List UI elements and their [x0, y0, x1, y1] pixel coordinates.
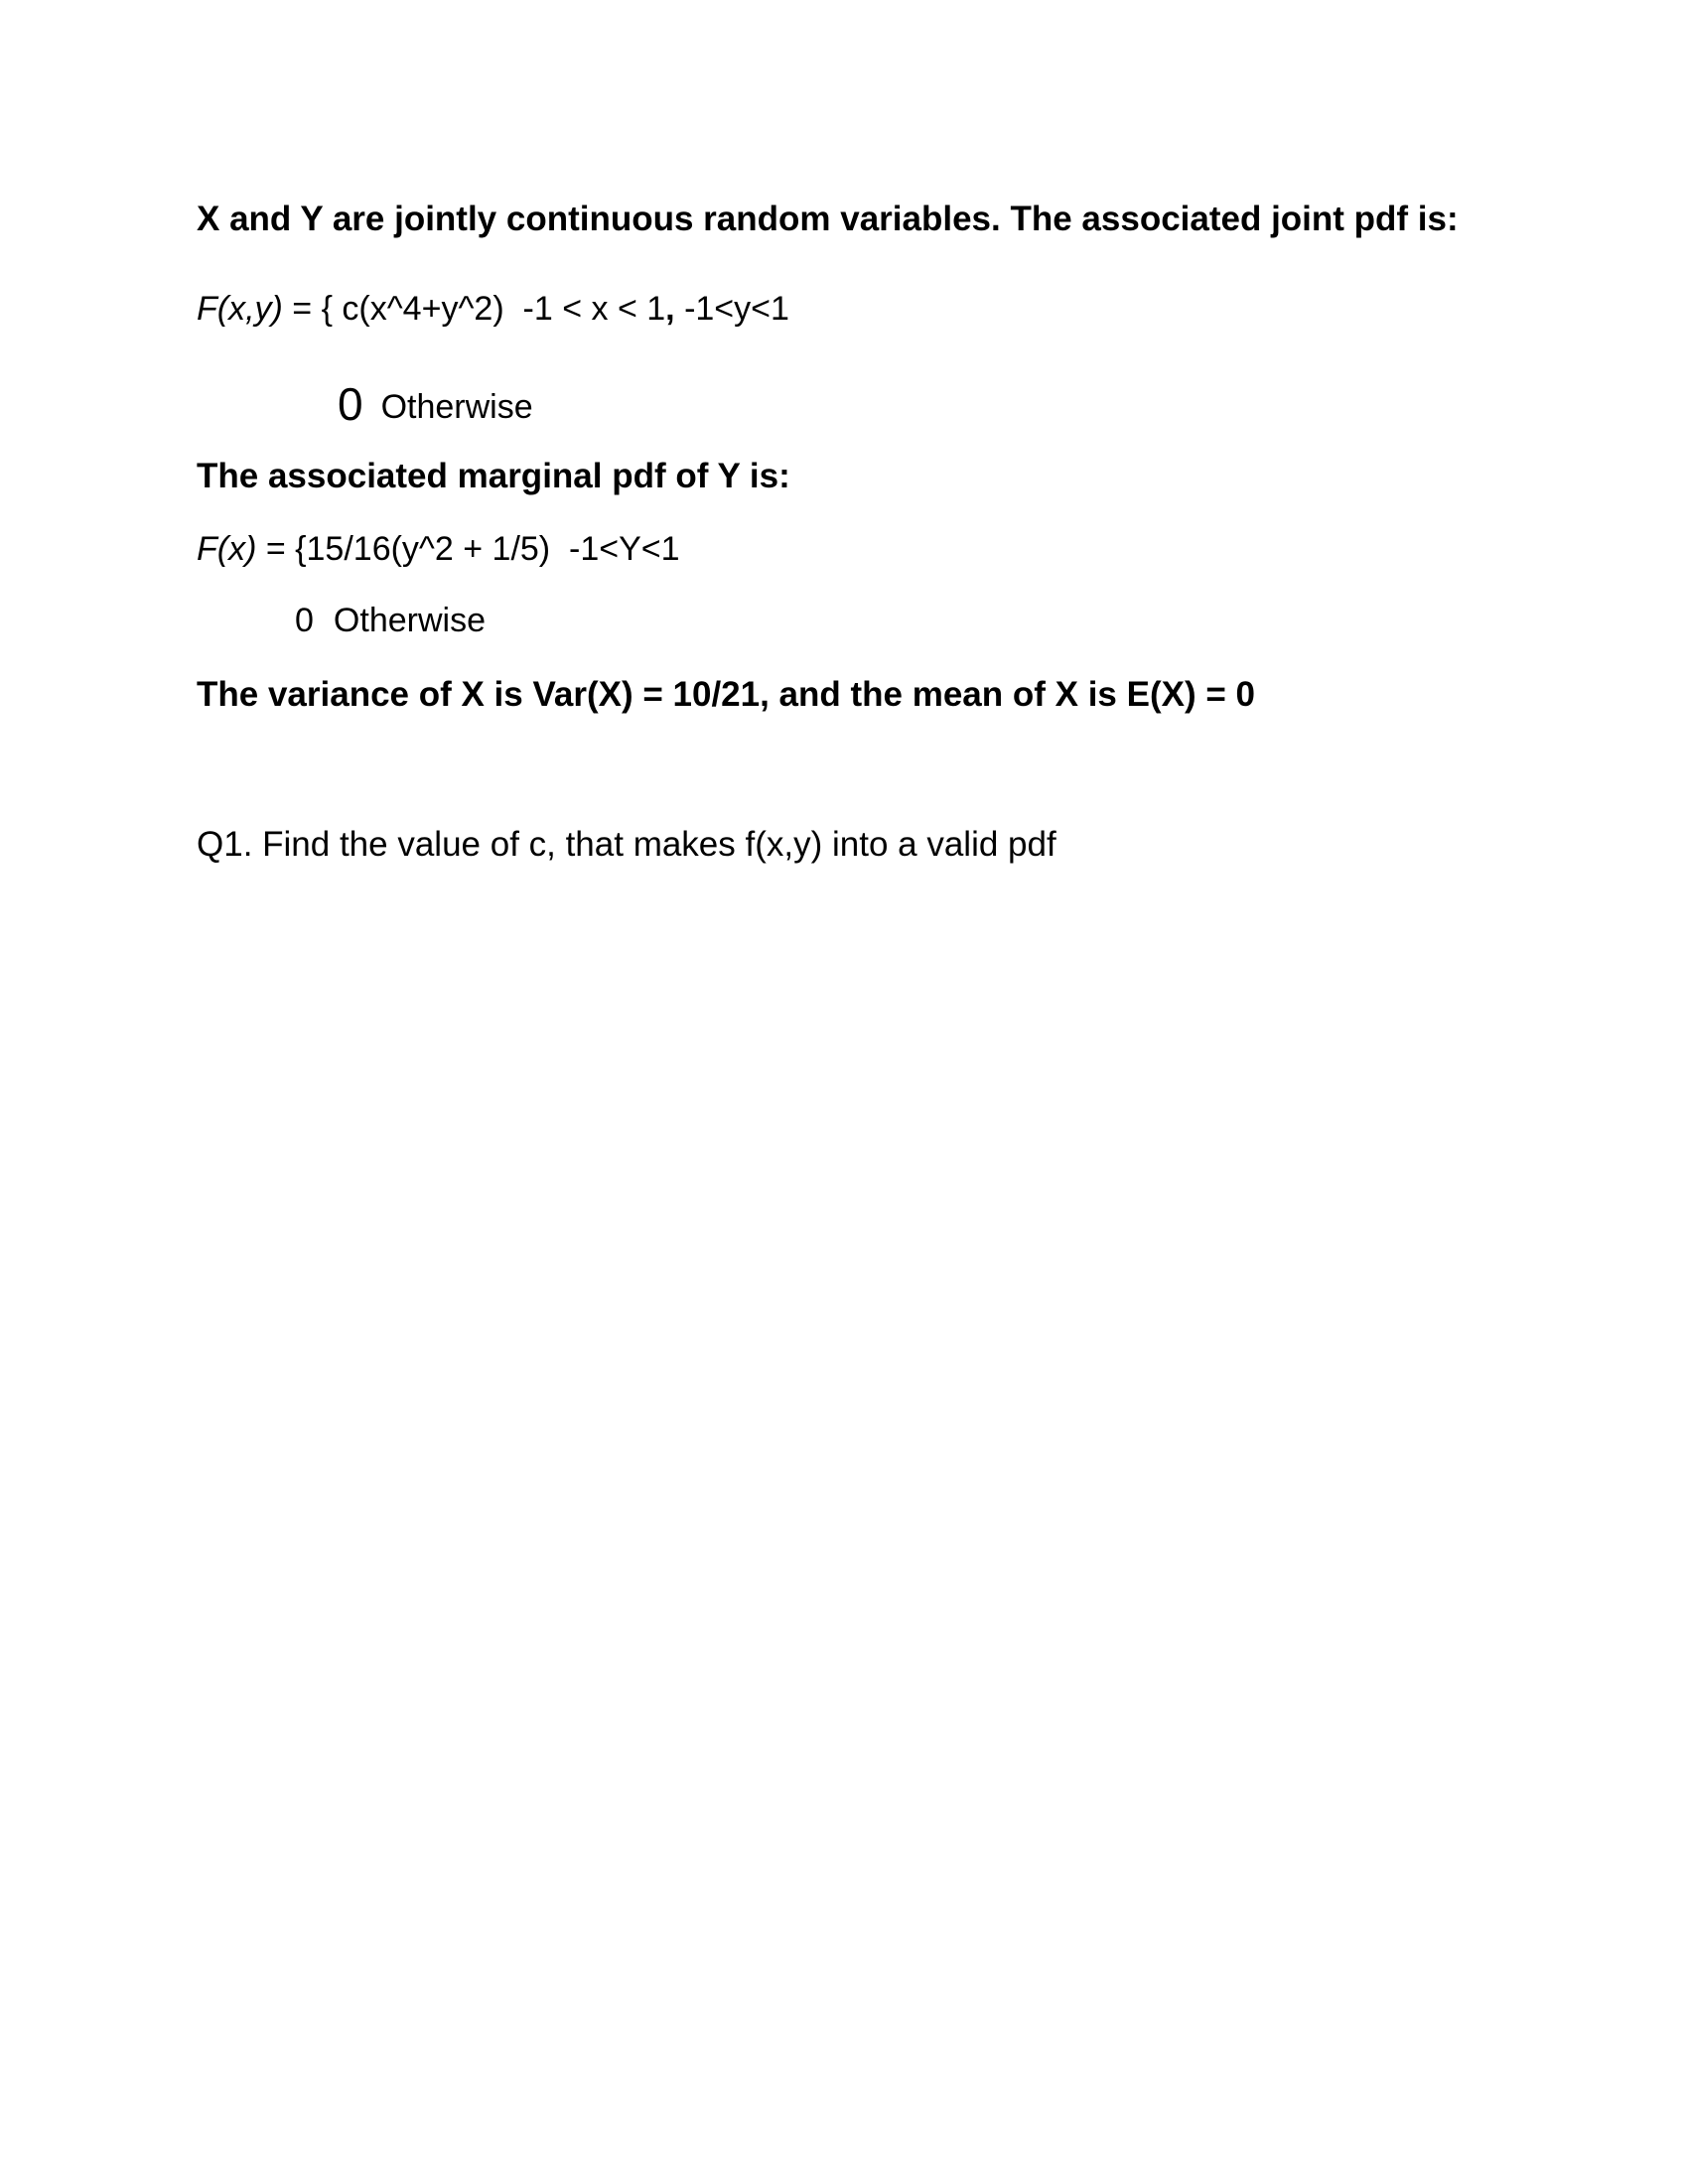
joint-pdf-definition [197, 292, 789, 326]
marginal-pdf-function-name: F(x) [197, 530, 257, 568]
joint-pdf-otherwise-value: 0 [338, 378, 363, 430]
joint-pdf-function-name: F(x,y) [197, 290, 283, 328]
joint-pdf-otherwise [338, 378, 533, 430]
joint-pdf-y-range: -1<y<1 [674, 290, 789, 328]
marginal-pdf-definition [197, 532, 680, 566]
joint-pdf-expression: = { c(x^4+y^2) -1 < x < 1 [282, 290, 666, 328]
marginal-heading: The associated marginal pdf of Y is: [197, 457, 790, 495]
marginal-pdf-otherwise [295, 604, 486, 637]
variance-statement: The variance of X is Var(X) = 10/21, and the mean of X is E(X) = 0 [197, 675, 1255, 714]
marginal-pdf-expression: = {15/16(y^2 + 1/5) -1<Y<1 [256, 530, 680, 568]
joint-pdf-comma: , [665, 290, 675, 328]
marginal-pdf-otherwise-value: 0 [295, 602, 314, 639]
question-1: Q1. Find the value of c, that makes f(x,y) into a valid pdf [197, 825, 1056, 864]
intro-text: X and Y are jointly continuous random variables. The associated joint pdf is: [197, 200, 1459, 238]
joint-pdf-otherwise-label: Otherwise [380, 388, 533, 426]
marginal-pdf-otherwise-label: Otherwise [333, 602, 486, 639]
